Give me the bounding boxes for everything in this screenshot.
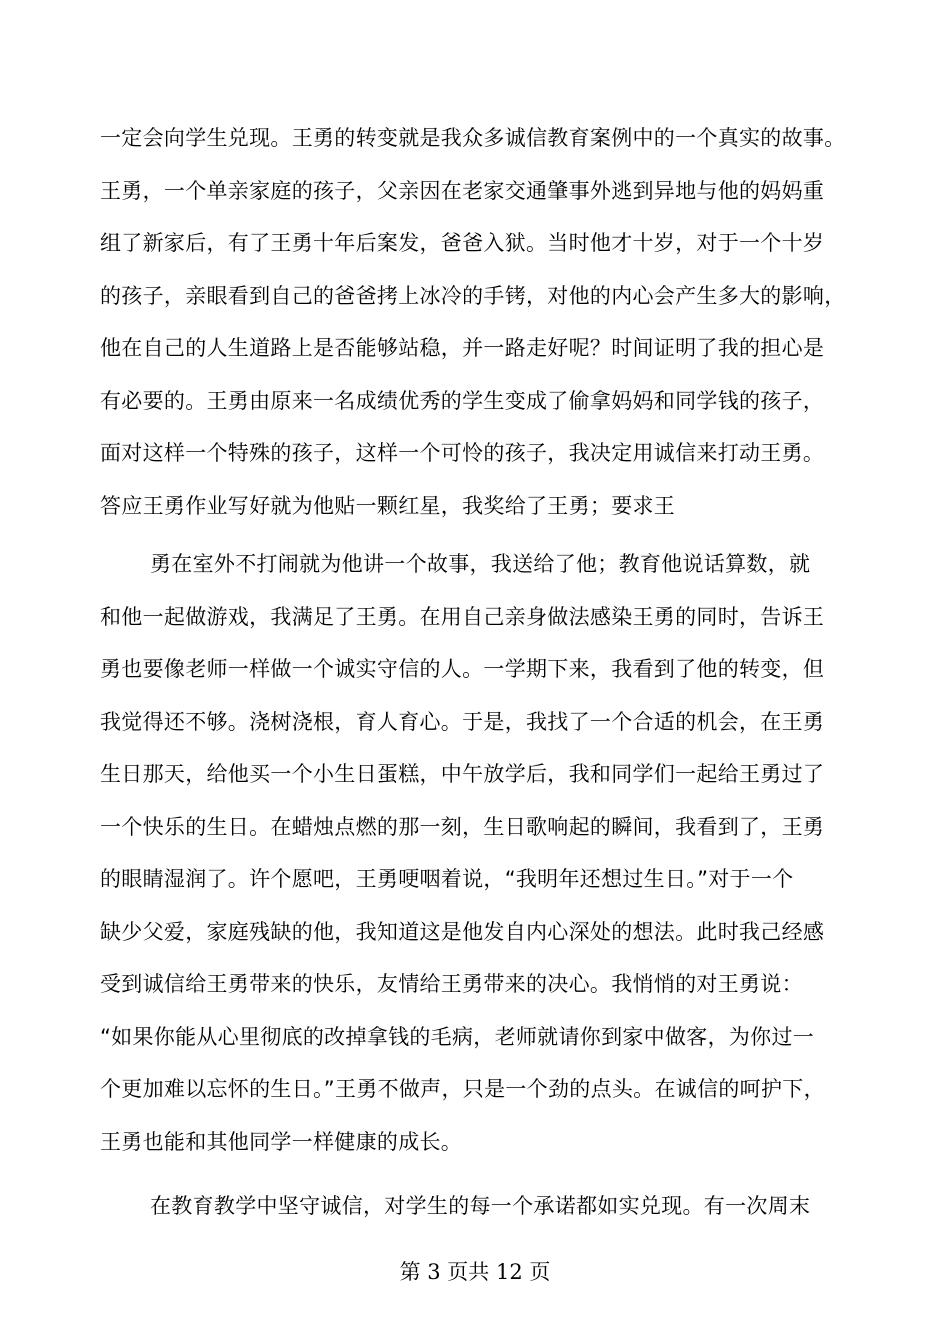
text-line: 个更加难以忘怀的生日。”王勇不做声，只是一个劲的点头。在诚信的呵护下，: [100, 1077, 825, 1101]
text-line: 受到诚信给王勇带来的快乐，友情给王勇带来的决心。我悄悄的对王勇说：: [100, 972, 803, 996]
text-line: 组了新家后，有了王勇十年后案发，爸爸入狱。当时他才十岁，对于一个十岁: [100, 231, 825, 255]
document-body: [100, 118, 860, 1239]
text-line: 有必要的。王勇由原来一名成绩优秀的学生变成了偷拿妈妈和同学钱的孩子，: [100, 388, 825, 413]
text-line: “如果你能从心里彻底的改掉拿钱的毛病，老师就请你到家中做客，为你过一: [100, 1024, 815, 1049]
text-line: 和他一起做游戏，我满足了王勇。在用自己亲身做法感染王勇的同时，告诉王: [100, 604, 825, 629]
text-line: 面对这样一个特殊的孩子，这样一个可怜的孩子，我决定用诚信来打动王勇。: [100, 441, 825, 465]
text-line: 答应王勇作业写好就为他贴一颗红星，我奖给了王勇；要求王: [100, 493, 676, 518]
text-line: 王勇也能和其他同学一样健康的成长。: [100, 1129, 463, 1154]
text-line: 王勇，一个单亲家庭的孩子，父亲因在老家交通肇事外逃到异地与他的妈妈重: [100, 178, 825, 203]
text-line: 的孩子，亲眼看到自己的爸爸拷上冰冷的手铐，对他的内心会产生多大的影响，: [100, 283, 846, 308]
text-line: 生日那天，给他买一个小生日蛋糕，中午放学后，我和同学们一起给王勇过了: [100, 762, 825, 786]
text-line: 一个快乐的生日。在蜡烛点燃的那一刻，生日歌响起的瞬间，我看到了，王勇: [100, 814, 825, 839]
text-line: 一定会向学生兑现。王勇的转变就是我众多诚信教育案例中的一个真实的故事。: [100, 126, 846, 150]
text-line: 我觉得还不够。浇树浇根，育人育心。于是，我找了一个合适的机会，在王勇: [100, 709, 825, 734]
text-line: 他在自己的人生道路上是否能够站稳，并一路走好呢？时间证明了我的担心是: [100, 336, 825, 360]
text-line: 缺少父爱，家庭残缺的他，我知道这是他发自内心深处的想法。此时我己经感: [100, 919, 825, 944]
text-line: 在教育教学中坚守诚信，对学生的每一个承诺都如实兑现。有一次周末: [150, 1194, 811, 1218]
text-line: 的眼睛湿润了。许个愿吧，王勇哽咽着说，“我明年还想过生日。”对于一个: [100, 867, 794, 891]
text-line: 勇在室外不打闹就为他讲一个故事，我送给了他；教育他说话算数，就: [150, 552, 811, 576]
text-line: 勇也要像老师一样做一个诚实守信的人。一学期下来，我看到了他的转变，但: [100, 657, 825, 681]
page-number-footer: 第 3 页共 12 页: [399, 1260, 551, 1284]
